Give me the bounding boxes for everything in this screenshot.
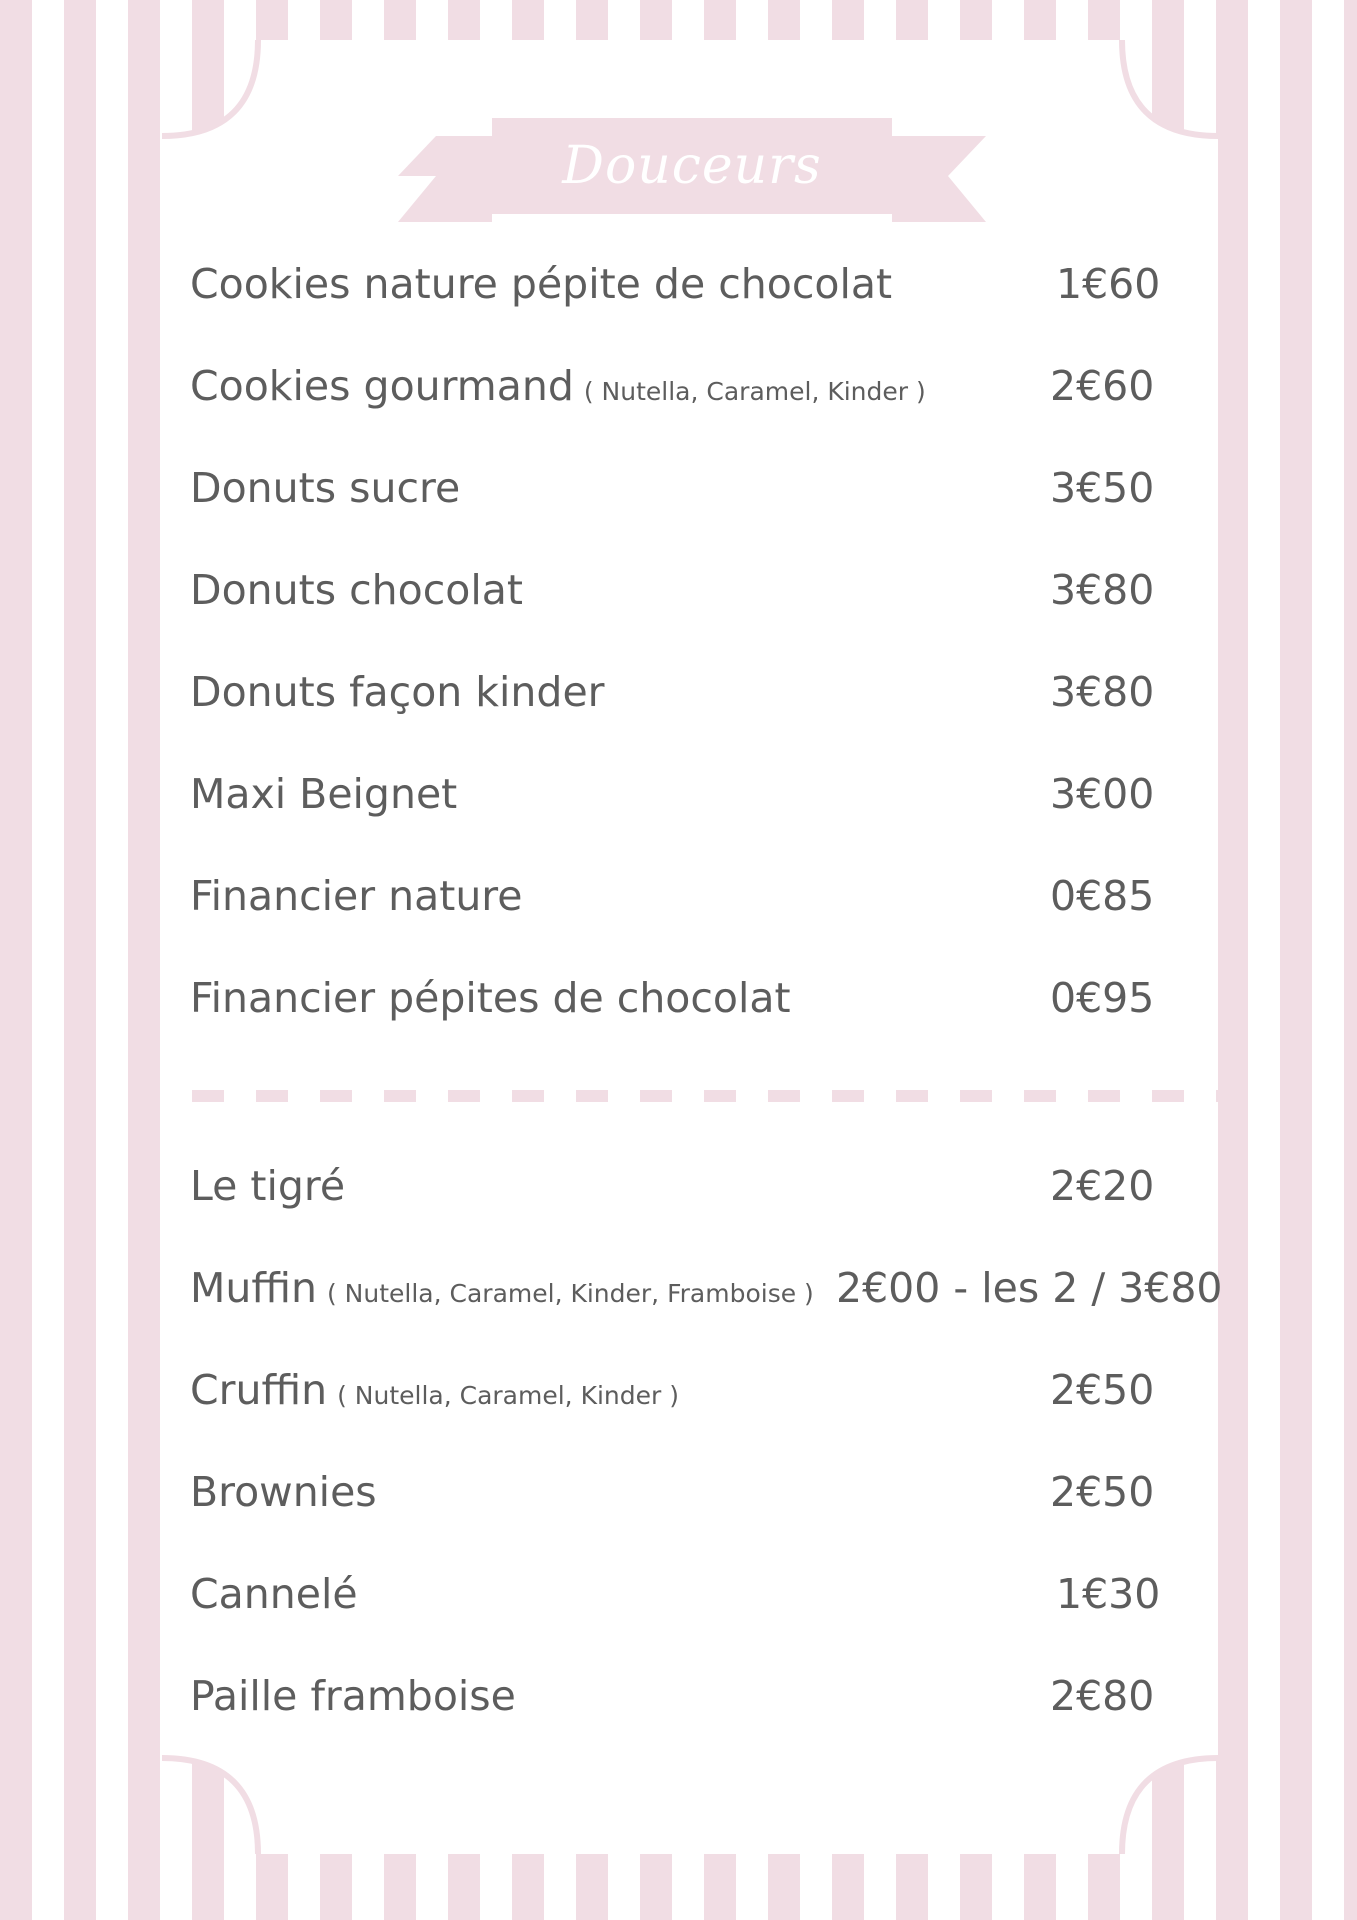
- item-name-text: Financier pépites de chocolat: [190, 974, 791, 1022]
- item-price: 1€60: [1056, 260, 1161, 308]
- menu-item: [190, 761, 1210, 863]
- menu-item: [190, 1255, 1223, 1357]
- item-name: [190, 1663, 516, 1729]
- item-name: [190, 761, 457, 827]
- menu-title: Douceurs: [562, 136, 822, 196]
- menu-list-top: [190, 251, 1210, 1067]
- menu-item: [190, 455, 1210, 557]
- item-name-text: Cruffin: [190, 1366, 328, 1414]
- menu-item: [190, 353, 1210, 455]
- menu-item: [190, 1153, 1210, 1255]
- item-name: [190, 863, 522, 929]
- item-name-text: Le tigré: [190, 1162, 346, 1210]
- menu-item: [190, 965, 1210, 1067]
- item-name-text: Donuts chocolat: [190, 566, 523, 614]
- item-price: 2€00 - les 2 / 3€80: [836, 1264, 1223, 1312]
- item-note: ( Nutella, Caramel, Kinder, Framboise ): [326, 1279, 814, 1308]
- item-price: 0€85: [1050, 872, 1155, 920]
- item-name: [190, 1459, 377, 1525]
- menu-item: [190, 863, 1210, 965]
- title-ribbon-banner: [398, 118, 986, 222]
- item-name: [190, 659, 605, 725]
- item-price: 2€80: [1050, 1672, 1155, 1720]
- item-name-text: Maxi Beignet: [190, 770, 458, 818]
- menu-item: [190, 1663, 1210, 1765]
- item-name-text: Brownies: [190, 1468, 377, 1516]
- item-price: 3€80: [1050, 566, 1155, 614]
- item-name-text: Donuts façon kinder: [190, 668, 605, 716]
- item-name: [190, 353, 926, 425]
- item-note: ( Nutella, Caramel, Kinder ): [337, 1381, 679, 1410]
- item-name-text: Paille framboise: [190, 1672, 516, 1720]
- menu-item: [190, 659, 1210, 761]
- item-name: [190, 557, 523, 623]
- item-name-text: Donuts sucre: [190, 464, 461, 512]
- menu-item: [190, 1459, 1210, 1561]
- item-price: 1€30: [1056, 1570, 1161, 1618]
- item-price: 2€50: [1050, 1366, 1155, 1414]
- item-name: [190, 251, 892, 317]
- item-name-text: Muffin: [190, 1264, 317, 1312]
- item-name-text: Financier nature: [190, 872, 523, 920]
- item-price: 0€95: [1050, 974, 1155, 1022]
- item-name-text: Cookies nature pépite de chocolat: [190, 260, 893, 308]
- item-name-text: Cannelé: [190, 1570, 358, 1618]
- item-note: ( Nutella, Caramel, Kinder ): [583, 377, 926, 406]
- item-price: 2€50: [1050, 1468, 1155, 1516]
- menu-item: [190, 1357, 1210, 1459]
- item-price: 3€80: [1050, 668, 1155, 716]
- menu-item: [190, 1561, 1210, 1663]
- item-price: 2€20: [1050, 1162, 1155, 1210]
- item-name-text: Cookies gourmand: [190, 362, 574, 410]
- menu-item: [190, 251, 1210, 353]
- item-name: [190, 1357, 679, 1429]
- menu-item: [190, 557, 1210, 659]
- menu-list-bottom: [190, 1153, 1223, 1765]
- item-price: 3€00: [1050, 770, 1155, 818]
- item-name: [190, 455, 460, 521]
- item-name: [190, 965, 791, 1031]
- item-name: [190, 1561, 358, 1627]
- item-name: [190, 1153, 345, 1219]
- item-price: 2€60: [1050, 362, 1155, 410]
- item-price: 3€50: [1050, 464, 1155, 512]
- item-name: [190, 1255, 814, 1327]
